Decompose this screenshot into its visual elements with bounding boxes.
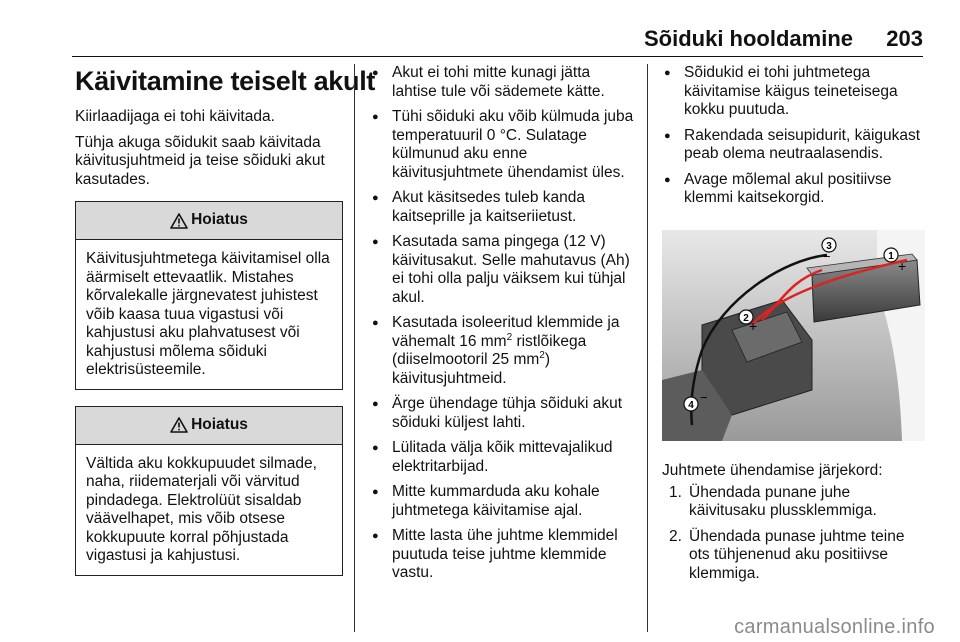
warning-text: Vältida aku kokkupuudet silmade, naha, riidematerjali või värvitud pindadega. Elektrolüüt sisaldab väävelhapet, mis võib otsese kokkupuute korral põhjustada vigastusi ja kahjustusi. xyxy=(86,454,317,564)
warning-heading-text: Hoiatus xyxy=(191,211,248,229)
callout-4-label: 4 xyxy=(688,399,694,411)
step-item xyxy=(662,528,927,584)
section-title: Käivitamine teiselt akult xyxy=(75,66,376,96)
steps-caption: Juhtmete ühendamise järjekord: xyxy=(662,462,883,479)
list-item-text: Kasutada isoleeritud klemmide ja vähemalt 16 mm xyxy=(392,314,620,350)
warning-heading xyxy=(76,202,342,240)
column-1 xyxy=(75,64,376,576)
jump-start-battery-illustration xyxy=(662,230,925,441)
list-item: ● Kasutada sama pingega (12 V) käivitusakut. Selle mahutavus (Ah) ei tohi olla palju väiksem kui tühjal akul. xyxy=(370,233,635,307)
superscript: 2 xyxy=(506,331,513,343)
callout-1-label: 1 xyxy=(888,250,894,262)
warning-box xyxy=(75,201,343,390)
list-item: ● Ärge ühendage tühja sõiduki akut sõiduki küljest lahti. xyxy=(370,395,635,432)
column-divider xyxy=(647,64,648,632)
column-3 xyxy=(662,64,927,590)
list-item: ● Akut käsitsedes tuleb kanda kaitseprille ja kaitseriietust. xyxy=(370,189,635,226)
bullet-list xyxy=(662,64,927,208)
list-item: ● Avage mõlemal akul positiivse klemmi kaitsekorgid. xyxy=(662,171,927,208)
superscript: 2 xyxy=(539,349,545,361)
warning-box xyxy=(75,406,343,576)
minus-sign-4: − xyxy=(700,389,708,405)
warning-triangle-icon xyxy=(170,213,188,229)
column-divider xyxy=(354,64,355,632)
list-item: ● Mitte kummarduda aku kohale juhtmetega käivitamise ajal. xyxy=(370,483,635,520)
callout-3-label: 3 xyxy=(826,240,832,252)
paragraph: Tühja akuga sõidukit saab käivitada käivitusjuhtmeid ja teise sõiduki akut kasutades. xyxy=(75,133,325,188)
header-rule xyxy=(72,56,923,57)
list-item-text: ) käivitusjuhtmeid. xyxy=(392,351,551,387)
step-text: Ühendada punane juhe käivitusaku plussklemmiga. xyxy=(689,483,877,519)
page-number: 203 xyxy=(886,26,923,51)
plus-sign-1: + xyxy=(898,257,907,274)
step-text: Ühendada punase juhtme teine ots tühjenenud aku positiivse klemmiga. xyxy=(689,527,905,582)
list-item: ● Lülitada välja kõik mittevajalikud elektritarbijad. xyxy=(370,439,635,476)
warning-text: Käivitusjuhtmetega käivitamisel olla äärmiselt ettevaatlik. Mistahes kõrvalekalle järgnevatest juhistest võib kaasa tuua vigastusi või kahjustusi aku plahvatusest või kahjustusi mõlema sõiduki elektrisüsteemile. xyxy=(86,250,330,378)
list-item: ● Rakendada seisupidurit, käigukast peab olema neutraalasendis. xyxy=(662,127,927,164)
list-item: ● Sõidukid ei tohi juhtmetega käivitamise käigus teineteisega kokku puutuda. xyxy=(662,64,927,120)
step-number: 1. xyxy=(669,483,682,501)
page-header xyxy=(72,0,923,56)
minus-sign-3: − xyxy=(823,248,831,264)
warning-heading xyxy=(76,407,342,445)
column-2 xyxy=(370,64,635,590)
watermark: carmanualsonline.info xyxy=(734,616,935,638)
step-item xyxy=(662,484,927,521)
paragraph: Kiirlaadijaga ei tohi käivitada. xyxy=(75,108,275,125)
list-item: ● Mitte lasta ühe juhtme klemmidel puutuda teise juhtme klemmide vastu. xyxy=(370,527,635,583)
steps-list xyxy=(662,484,927,584)
list-item: ● Tühi sõiduki aku võib külmuda juba temperatuuril 0 °C. Sulatage külmunud aku enne käivitusjuhtmete ühendamist üles. xyxy=(370,108,635,182)
list-item: ● Akut ei tohi mitte kunagi jätta lahtise tule või sädemete kätte. xyxy=(370,64,635,101)
warning-triangle-icon xyxy=(170,417,188,433)
header-title: Sõiduki hooldamine xyxy=(643,26,853,51)
bullet-list xyxy=(370,64,635,583)
plus-sign-2: + xyxy=(749,317,758,334)
callout-2-label: 2 xyxy=(743,312,749,324)
list-item-text: ristlõikega (diiselmootoril 25 mm xyxy=(392,332,587,368)
list-item xyxy=(370,314,635,388)
warning-heading-text: Hoiatus xyxy=(191,415,248,433)
step-number: 2. xyxy=(669,527,682,545)
